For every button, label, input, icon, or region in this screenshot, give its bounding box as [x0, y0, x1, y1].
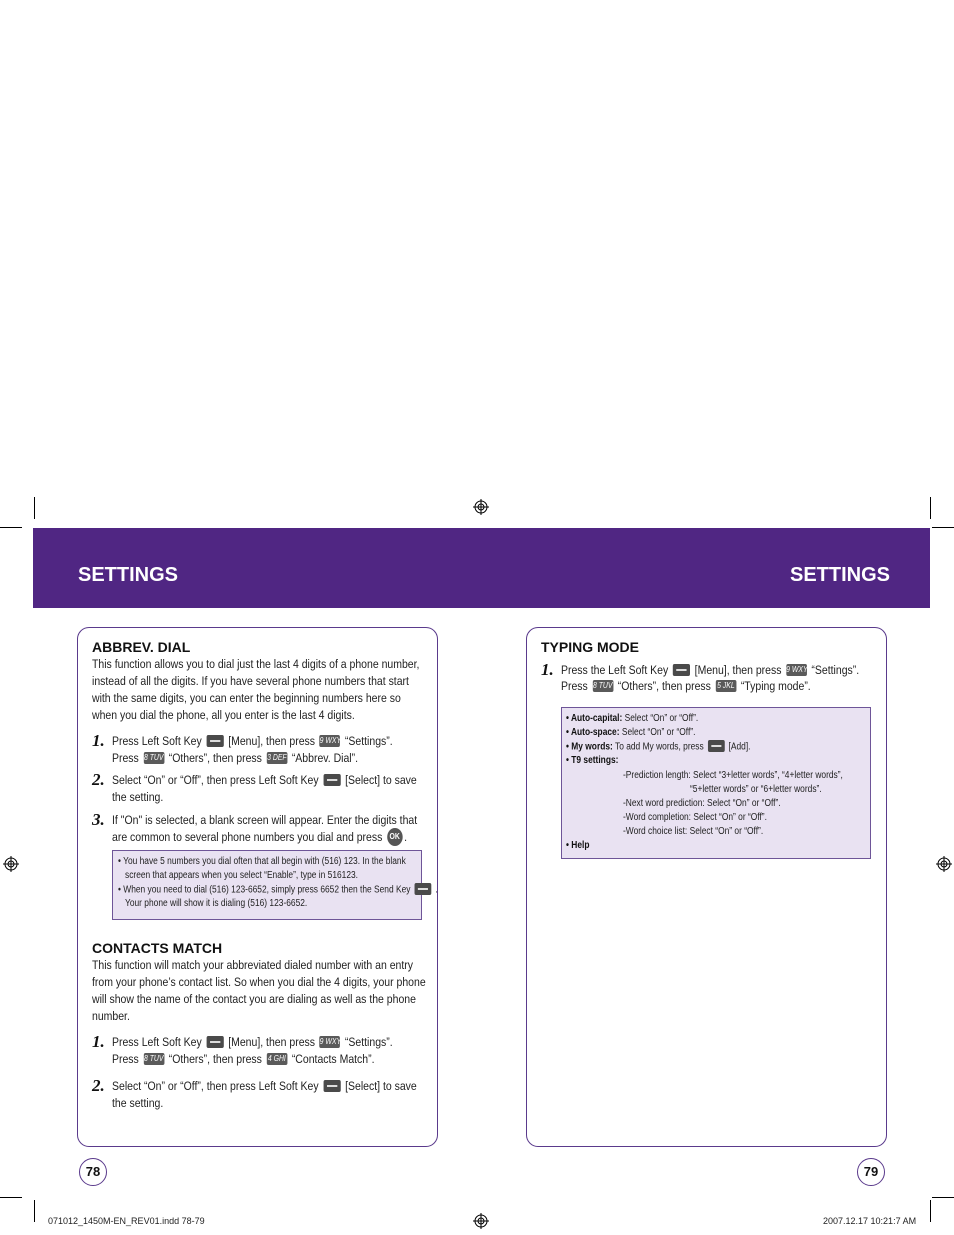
- key-5-icon: 5 JKL: [717, 680, 735, 690]
- registration-mark-icon: [936, 856, 952, 872]
- note-line: Your phone will show it is dialing (516) 123-6652.: [125, 898, 308, 909]
- crop-mark: [0, 1197, 22, 1198]
- step-text: [Menu], then press: [228, 1035, 316, 1049]
- note-line: • You have 5 numbers you dial often that all begin with (516) 123. In the blank: [118, 856, 406, 867]
- section-title-typing-mode: TYPING MODE: [541, 639, 640, 655]
- step-text: Press: [112, 1052, 139, 1066]
- step-text: Select “On” or “Off”, then press Left Soft Key: [112, 1079, 319, 1093]
- registration-mark-icon: [3, 856, 19, 872]
- crop-mark: [34, 497, 35, 519]
- step-line: the setting.: [112, 790, 164, 804]
- note-line: [566, 713, 698, 724]
- step-line: [561, 679, 811, 693]
- step-line: [112, 829, 407, 847]
- registration-mark-icon: [473, 499, 489, 515]
- step-text: Press: [561, 679, 588, 693]
- step-number: 2.: [92, 1076, 105, 1095]
- key-9-icon: 9 WXYZ: [786, 664, 812, 674]
- key-4-icon: 4 GHI: [267, 1053, 286, 1063]
- footer-filename: 071012_1450M-EN_REV01.indd 78-79: [48, 1216, 205, 1226]
- crop-mark: [930, 1200, 931, 1222]
- step-number: 1.: [541, 660, 554, 679]
- intro-line: This function allows you to dial just the last 4 digits of a phone number,: [92, 657, 420, 671]
- section-title-contacts-match: CONTACTS MATCH: [92, 940, 223, 956]
- step-text: Select “On” or “Off”, then press Left Soft Key: [112, 773, 319, 787]
- key-3-icon: 3 DEF: [267, 752, 287, 762]
- note-line: screen that appears when you select “Enable”, type in 516123.: [125, 870, 359, 881]
- note-line: [566, 727, 695, 738]
- abbrev-intro: [92, 656, 473, 724]
- option-label: • Auto-space:: [566, 727, 620, 738]
- left-soft-key-icon: [206, 735, 223, 747]
- note-text: .: [435, 884, 438, 896]
- step-text: “Abbrev. Dial”.: [291, 751, 359, 765]
- left-soft-key-icon: [323, 1080, 340, 1092]
- page-number-left: 78: [79, 1158, 107, 1186]
- note-text: • When you need to dial (516) 123-6652, simply press 6652 then the Send Key: [118, 884, 411, 896]
- step-text: Press Left Soft Key: [112, 734, 202, 748]
- step-line: [112, 1035, 393, 1049]
- step-text: “Settings”.: [344, 1035, 393, 1049]
- key-8-icon: 8 TUV: [143, 1053, 164, 1063]
- option-label: • Help: [566, 840, 590, 851]
- option-text: [Add].: [728, 741, 751, 753]
- step-text: “Settings”.: [811, 663, 860, 677]
- step-text: “Settings”.: [344, 734, 393, 748]
- option-text: To add My words, press: [615, 741, 704, 753]
- step-line: [112, 1052, 375, 1066]
- crop-mark: [930, 497, 931, 519]
- step-text: “Typing mode”.: [740, 679, 811, 693]
- option-label: • T9 settings:: [566, 755, 619, 766]
- intro-line: will show the name of the contact you are dialing as well as the phone: [92, 992, 416, 1006]
- note-line: [566, 741, 751, 753]
- step-text: [Select] to save: [345, 773, 417, 787]
- option-text: Select “On” or “Off”.: [621, 727, 696, 738]
- note-line: -Next word prediction: Select “On” or “Off”.: [623, 798, 781, 809]
- step-text: “Contacts Match”.: [291, 1052, 375, 1066]
- note-line: “5+letter words” or “6+letter words”.: [690, 784, 822, 795]
- step-text: [Select] to save: [345, 1079, 417, 1093]
- intro-line: with the same digits, you can enter the beginning numbers here so: [92, 691, 401, 705]
- step-text: .: [404, 830, 408, 845]
- ok-key-icon: OK: [387, 828, 402, 846]
- step-text: Press: [112, 751, 139, 765]
- option-text: Select “On” or “Off”.: [624, 713, 699, 724]
- key-8-icon: 8 TUV: [592, 680, 613, 690]
- step-text: Press Left Soft Key: [112, 1035, 202, 1049]
- left-soft-key-icon: [323, 774, 340, 786]
- note-line: -Word completion: Select “On” or “Off”.: [623, 812, 767, 823]
- step-text: “Others”, then press: [168, 1052, 262, 1066]
- step-line: [112, 1079, 417, 1093]
- send-key-icon: [414, 883, 431, 895]
- key-8-icon: 8 TUV: [143, 752, 164, 762]
- right-content-panel: [526, 627, 887, 1147]
- step-number: 2.: [92, 770, 105, 789]
- step-text: [Menu], then press: [228, 734, 316, 748]
- page-title-right: SETTINGS: [790, 564, 891, 586]
- step-text: are common to several phone numbers you dial and press: [112, 830, 383, 845]
- step-line: the setting.: [112, 1096, 164, 1110]
- page-title-left: SETTINGS: [78, 564, 179, 586]
- crop-mark: [0, 527, 22, 528]
- intro-line: when you dial the phone, all you enter is the last 4 digits.: [92, 708, 355, 722]
- page-number-right: 79: [857, 1158, 885, 1186]
- contacts-intro: [92, 957, 480, 1025]
- step-text: “Others”, then press: [617, 679, 711, 693]
- footer-timestamp: 2007.12.17 10:21:7 AM: [823, 1216, 917, 1226]
- note-line: -Word choice list: Select “On” or “Off”.: [623, 826, 764, 837]
- step-number: 1.: [92, 731, 105, 750]
- step-number: 1.: [92, 1032, 105, 1051]
- step-line: [112, 734, 393, 748]
- intro-line: number.: [92, 1009, 130, 1023]
- note-line: [566, 755, 618, 766]
- step-line: [561, 663, 859, 677]
- intro-line: from your phone’s contact list. So when you dial the 4 digits, your phone: [92, 975, 426, 989]
- key-9-icon: 9 WXYZ: [319, 1036, 346, 1046]
- crop-mark: [932, 527, 954, 528]
- step-text: “Others”, then press: [168, 751, 262, 765]
- note-line: -Prediction length: Select “3+letter words”, “4+letter words”,: [623, 770, 843, 781]
- note-line: [566, 840, 589, 851]
- option-label: • My words:: [566, 741, 613, 753]
- step-line: [112, 751, 358, 765]
- registration-mark-icon: [473, 1213, 489, 1229]
- left-soft-key-icon: [206, 1036, 223, 1048]
- step-number: 3.: [92, 810, 105, 829]
- left-soft-key-icon: [673, 664, 690, 676]
- intro-line: instead of all the digits. If you have several phone numbers that start: [92, 674, 409, 688]
- key-9-icon: 9 WXYZ: [319, 735, 346, 745]
- step-line: If "On" is selected, a blank screen will appear. Enter the digits that: [112, 813, 418, 827]
- intro-line: This function will match your abbreviated dialed number with an entry: [92, 958, 414, 972]
- crop-mark: [932, 1197, 954, 1198]
- option-label: • Auto-capital:: [566, 713, 623, 724]
- section-title-abbrev-dial: ABBREV. DIAL: [92, 639, 191, 655]
- left-soft-key-icon: [708, 740, 725, 752]
- step-text: [Menu], then press: [694, 663, 782, 677]
- step-line: [112, 773, 417, 787]
- crop-mark: [34, 1200, 35, 1222]
- step-text: Press the Left Soft Key: [561, 663, 669, 677]
- note-line: [118, 884, 438, 896]
